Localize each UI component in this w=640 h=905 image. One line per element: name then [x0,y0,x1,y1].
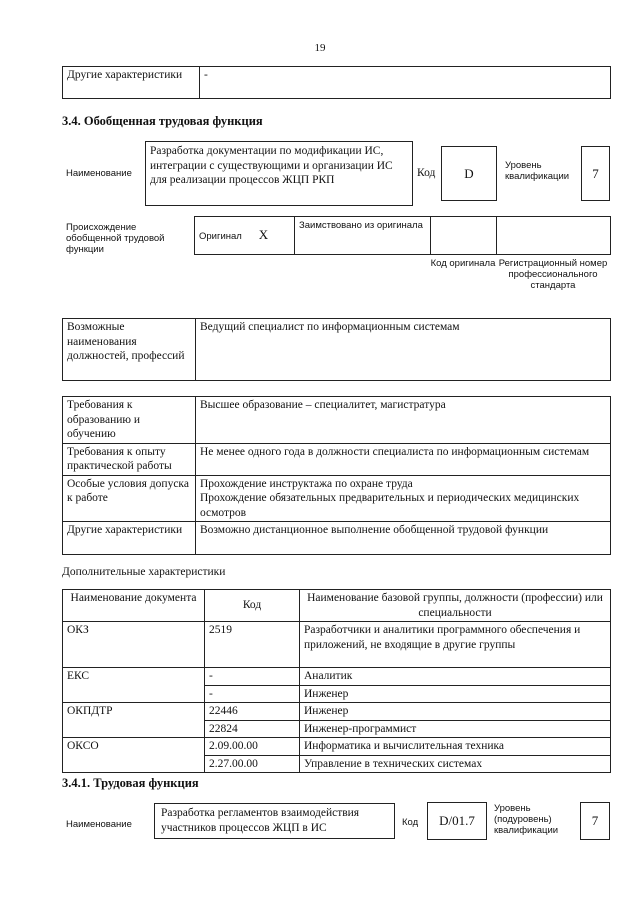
doc-cell: ОКСО [63,738,205,773]
top-characteristics-label: Другие характеристики [63,67,200,99]
section-341-code-label: Код [402,817,419,828]
section-34-name-value: Разработка документации по модификации ИС, интеграции с существующими и организации ИС для реализации процессов ЖЦП РКП [150,145,393,186]
name-cell: Разработчики и аналитики программного обеспечения и приложений, не входящие в другие группы [300,622,611,668]
section-341-heading: 3.4.1. Трудовая функция [62,776,199,790]
section-34-code-box [441,146,497,201]
header-document: Наименование документа [63,590,205,622]
section-341-level-label: Уровень (подуровень) квалификации [494,803,559,836]
positions-value: Ведущий специалист по информационным системам [196,319,611,381]
requirement-value: Не менее одного года в должности специалиста по информационным системам [196,443,611,475]
requirement-row [63,522,611,555]
additional-heading: Дополнительные характеристики [62,566,226,578]
origin-reg-note: Регистрационный номер профессионального стандарта [498,258,608,291]
header-code: Код [205,590,300,622]
code-cell: 2.09.00.00 [205,738,300,756]
requirement-label: Особые условия допуска к работе [63,475,196,522]
code-cell: 2519 [205,622,300,668]
requirement-label: Другие характеристики [63,522,196,555]
origin-original-mark: X [258,226,269,242]
code-cell: - [205,685,300,703]
origin-borrowed-label: Заимствовано из оригинала [299,220,423,231]
name-cell: Инженер [300,703,611,721]
positions-table [62,318,611,381]
requirement-row [63,443,611,475]
section-341-name-value: Разработка регламентов взаимодействия участников процессов ЖЦП в ИС [161,807,360,834]
table-row [63,668,611,686]
section-341-code-value: D/01.7 [439,813,475,828]
positions-label: Возможные наименования должностей, профессий [63,319,196,381]
section-34-code-label: Код [417,167,436,179]
section-341-level-value: 7 [591,813,599,828]
name-cell: Информатика и вычислительная техника [300,738,611,756]
section-34-heading: 3.4. Обобщенная трудовая функция [62,114,263,128]
origin-original-cell [195,217,295,255]
origin-original-label: Оригинал [199,230,242,242]
code-cell: 22446 [205,703,300,721]
section-341-level-box [580,802,610,840]
requirement-row [63,397,611,444]
origin-label: Происхождение обобщенной трудовой функции [66,222,165,255]
code-cell: - [205,668,300,686]
table-row [63,738,611,756]
requirement-label: Требования к опыту практической работы [63,443,196,475]
requirements-table [62,396,611,555]
origin-code-note: Код оригинала [430,258,496,269]
doc-cell: ОКПДТР [63,703,205,738]
table-row [63,703,611,721]
section-34-level-value: 7 [592,166,599,181]
table-row [63,622,611,668]
section-341-name-label: Наименование [66,819,132,830]
name-cell: Управление в технических системах [300,755,611,773]
top-characteristics-value: - [200,67,611,99]
code-cell: 2.27.00.00 [205,755,300,773]
top-characteristics-table [62,66,611,99]
name-cell: Инженер [300,685,611,703]
origin-borrowed-cell [295,217,431,255]
origin-code-cell [431,217,497,255]
origin-table [194,216,611,255]
additional-table [62,589,611,773]
section-34-name-label: Наименование [66,168,132,179]
section-34-name-box [145,141,413,206]
requirement-value: Высшее образование – специалитет, магистратура [196,397,611,444]
page-number: 19 [314,42,326,54]
section-34-code-value: D [464,166,474,181]
requirement-label: Требования к образованию и обучению [63,397,196,444]
section-34-level-box [581,146,610,201]
code-cell: 22824 [205,720,300,738]
doc-cell: ОКЗ [63,622,205,668]
section-341-code-box [427,802,487,840]
origin-reg-cell [497,217,611,255]
header-name: Наименование базовой группы, должности (профессии) или специальности [300,590,611,622]
requirement-value: Возможно дистанционное выполнение обобщенной трудовой функции [196,522,611,555]
requirement-value: Прохождение инструктажа по охране труда Прохождение обязательных предварительных и периодических медицинских осмотров [196,475,611,522]
name-cell: Инженер-программист [300,720,611,738]
requirement-row [63,475,611,522]
name-cell: Аналитик [300,668,611,686]
section-34-level-label: Уровень квалификации [505,160,570,182]
section-341-name-box [154,803,395,839]
doc-cell: ЕКС [63,668,205,703]
